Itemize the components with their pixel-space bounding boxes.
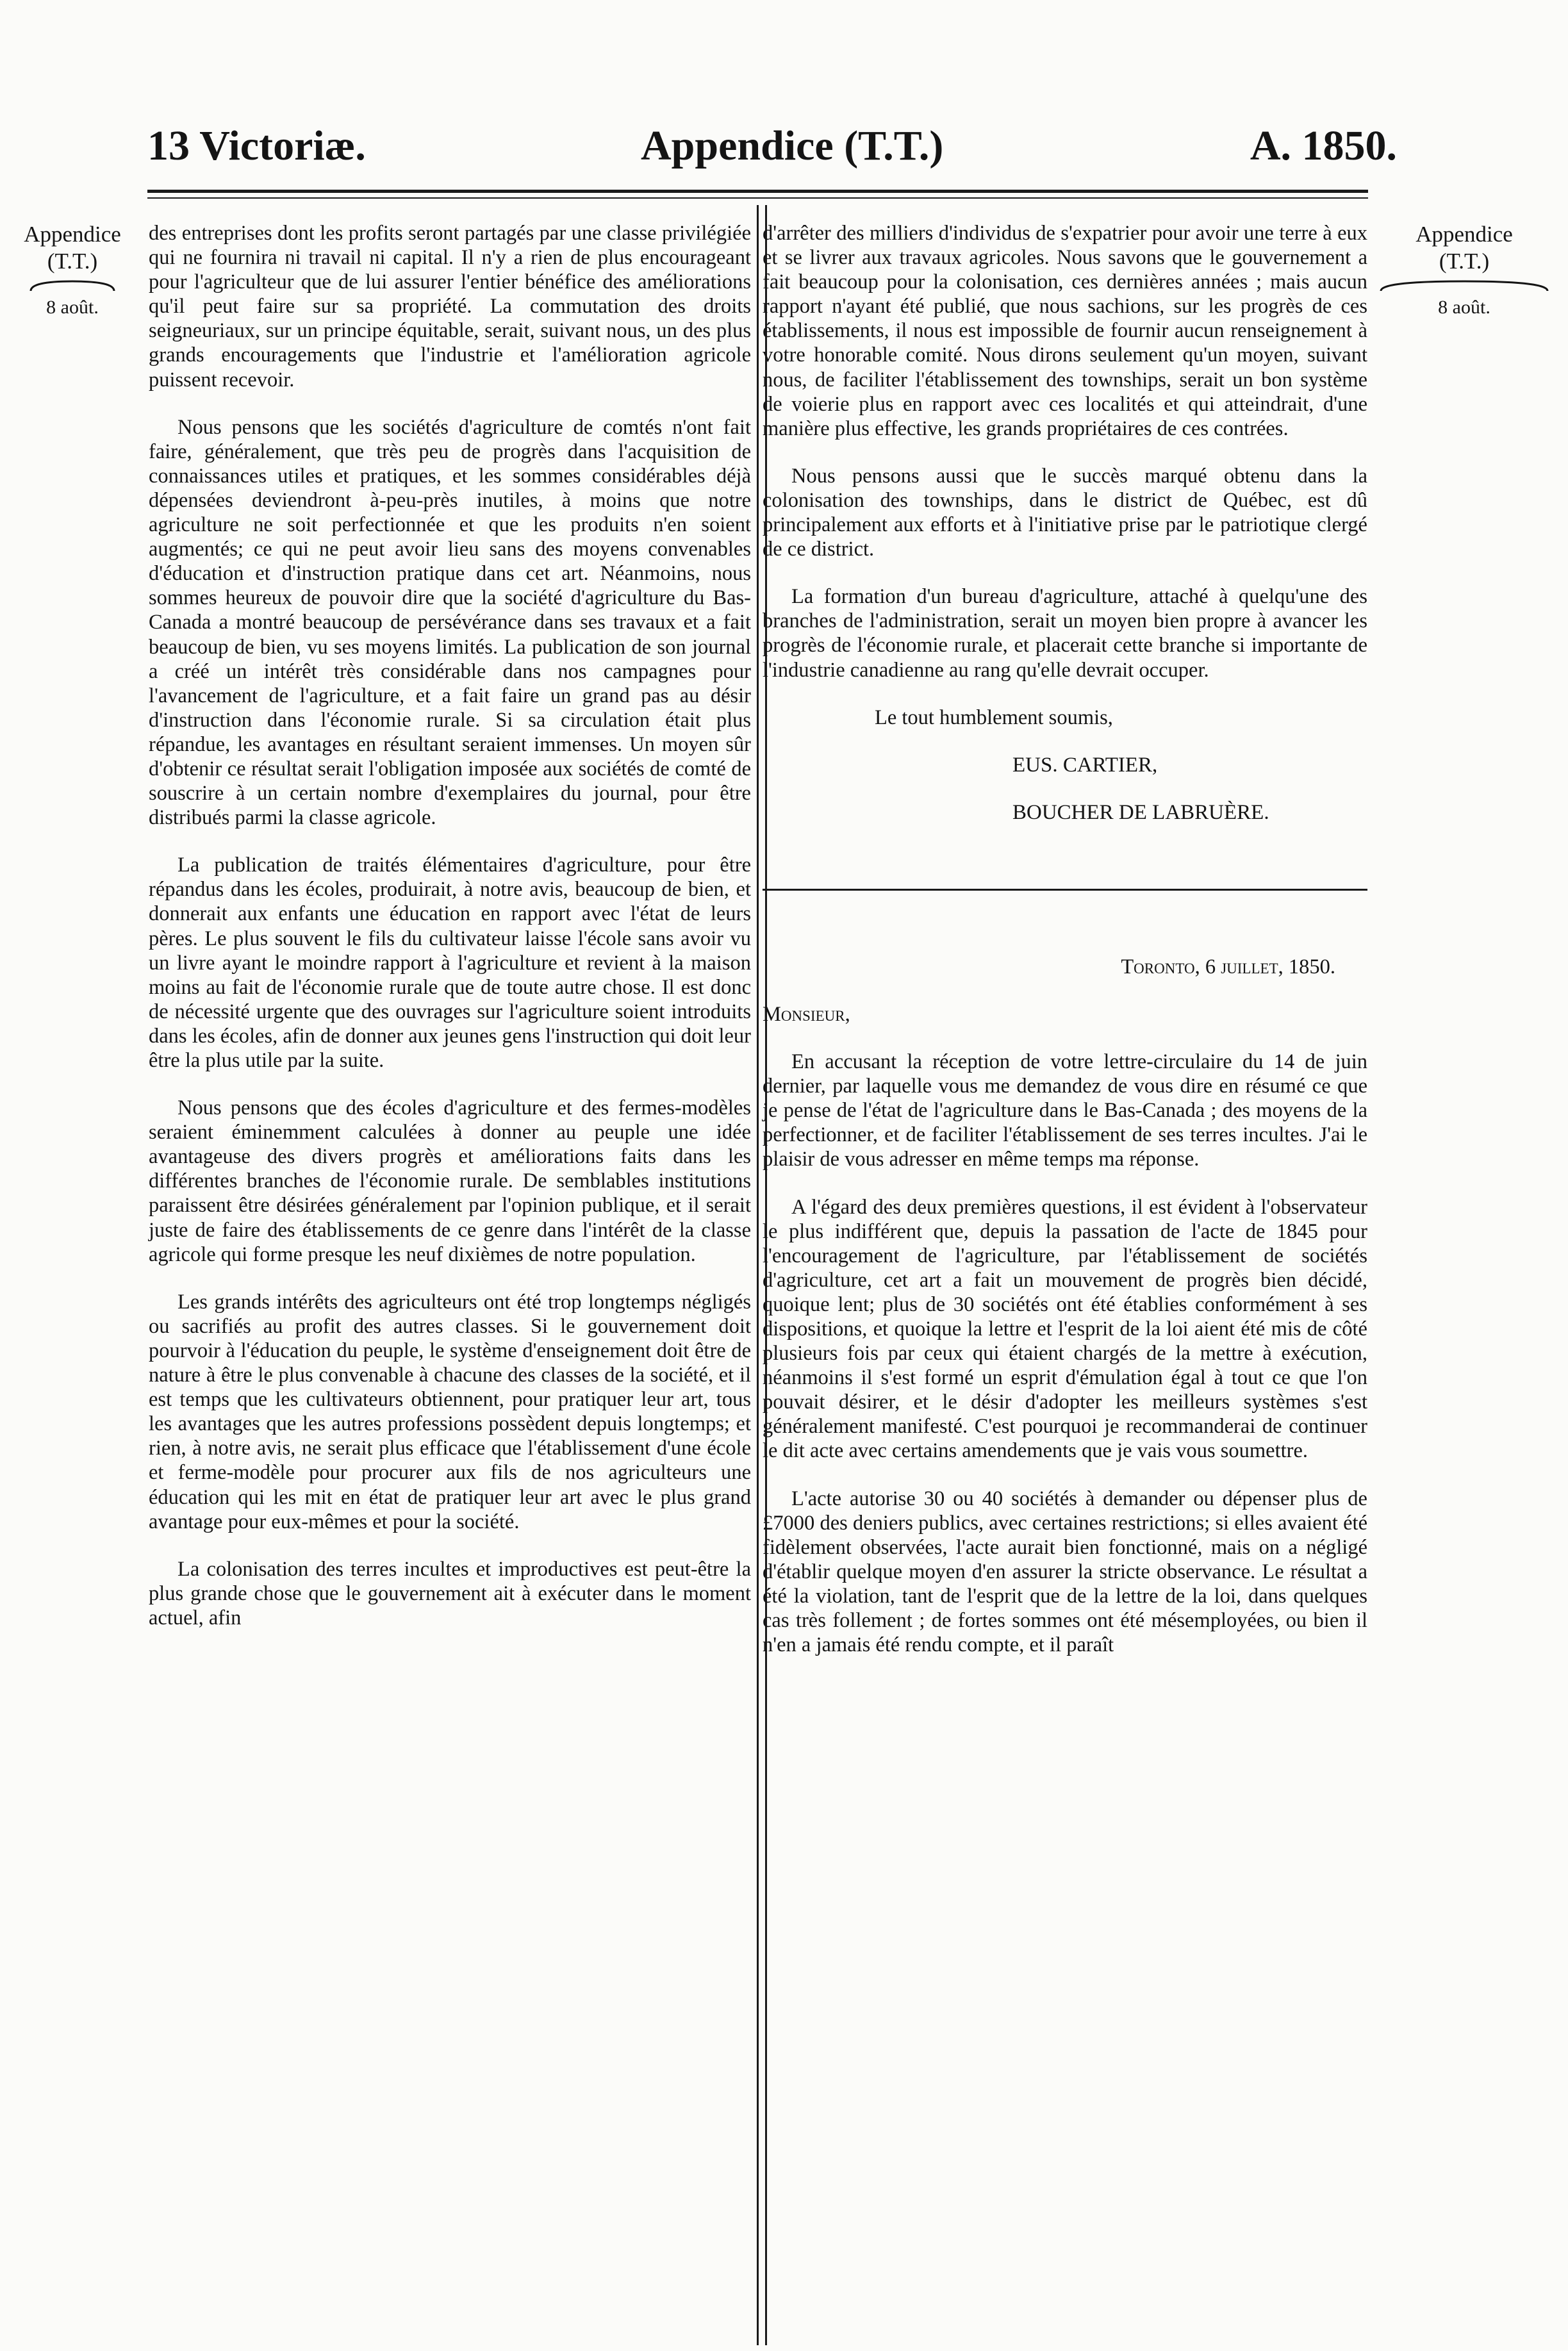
right-paragraph-5: A l'égard des deux premières questions, il est évident à l'observateur le plus indifférent que, depuis la passation de l'acte de 1845 pour l'encouragement de l'agriculture, par l'établissement de sociétés d'agriculture, cet art a fait un mouvement de progrès bien décidé, quoique lent; plus de 30 sociétés ont été établies conformément à ses dispositions, et quoique la lettre et l'esprit de la loi aient été mis de côté plusieurs fois par ceux qui étaient chargés de la mettre à exécution, néanmoins il s'est formé un esprit d'émulation égal à tout ce que l'on pouvait désirer, et le désir d'adopter les meilleurs systèmes s'est généralement manifesté. C'est pourquoi je recommanderai de continuer le dit acte avec certains amendements que je vais vous soumettre. (763, 1195, 1367, 1463)
signature-cartier: EUS. CARTIER, (1012, 753, 1158, 777)
right-paragraph-6: L'acte autorise 30 ou 40 sociétés à demander ou dépenser plus de £7000 des deniers publics, avec certaines restrictions; si elles avaient été fidèlement observées, l'acte aurait bien fonctionné, mais on a négligé d'établir quelque moyen d'en assurer la stricte observance. Le résultat a été la violation, tant de l'esprit que de la lettre de la loi, dans quelques cas très follement ; de fortes sommes ont été mésemployées, ou bien il n'en a jamais été rendu compte, et il paraît (763, 1487, 1367, 1657)
left-brace-icon (5, 275, 140, 294)
letter-salutation: Monsieur, (763, 1002, 850, 1026)
right-margin-sub: (T.T.) (1439, 249, 1490, 274)
header-session: 13 Victoriæ. (147, 122, 366, 169)
right-margin-date: 8 août. (1438, 297, 1490, 318)
letter-dateline: Toronto, 6 juillet, 1850. (1121, 955, 1335, 978)
closing-line: Le tout humblement soumis, (875, 705, 1113, 729)
left-margin-date: 8 août. (46, 297, 99, 318)
left-column (149, 221, 751, 1653)
header-title: Appendice (T.T.) (641, 122, 944, 169)
left-paragraph-6: La colonisation des terres incultes et improductives est peut-être la plus grande chose que le gouvernement ait à exécuter dans le moment actuel, afin (149, 1557, 751, 1629)
left-paragraph-1: des entreprises dont les profits seront partagés par une classe privilégiée qui ne fournira ni travail ni capital. Il n'y a rien de plus encourageant pour l'agriculteur que de lui assurer l'entier bénéfice des améliorations qu'il peut faire sur sa propriété. La commutation des droits seigneuriaux, sur un principe équitable, serait, suivant nous, un des plus grands encouragements que l'industrie et l'amélioration agricole puissent recevoir. (149, 222, 751, 392)
left-paragraph-5: Les grands intérêts des agriculteurs ont été trop longtemps négligés ou sacrifiés au profit des autres classes. Si le gouvernement doit pourvoir à l'éducation du peuple, le système d'enseignement doit être de nature à être le plus convenable à chacune des classes de la société, et il est temps que les cultivateurs obtiennent, pour pratiquer leur art, tous les avantages que les autres professions possèdent depuis longtemps; et rien, à notre avis, ne serait plus efficace que l'établissement d'une école et ferme-modèle pour procurer aux fils de nos agriculteurs une éducation qui les mit en état de pratiquer leur art avec le plus grand avantage pour eux-mêmes et pour la société. (149, 1290, 751, 1533)
right-paragraph-3: La formation d'un bureau d'agriculture, attaché à quelqu'une des branches de l'administration, serait un moyen bien propre à avancer les progrès de l'économie rurale, et placerait cette branche si importante de l'industrie canadienne au rang qu'elle devrait occuper. (763, 585, 1367, 682)
right-margin-label: Appendice (1415, 222, 1513, 247)
left-paragraph-3: La publication de traités élémentaires d'agriculture, pour être répandus dans les écoles, produirait, à notre avis, beaucoup de bien, et donnerait aux enfants une éducation en rapport avec l'état de leurs pères. Le plus souvent le fils du cultivateur laisse l'école sans avoir vu un livre ayant le moindre rapport à l'agriculture et revient à la maison moins au fait de l'économie rurale que de toute autre chose. Il est donc de nécessité urgente que des ouvrages sur l'agriculture soient introduits dans les écoles, afin de donner aux jeunes gens l'instruction qui doit leur être la plus utile par la suite. (149, 854, 751, 1072)
left-paragraph-4: Nous pensons que des écoles d'agriculture et des fermes-modèles seraient éminemment calculées à donner au peuple une idée avantageuse des divers progrès et améliorations faits dans les différentes branches de l'économie rurale. De semblables institutions paraissent être désirées généralement par l'opinion publique, et il serait juste de faire des établissements de ce genre dans l'intérêt de la classe agricole qui forme presque les neuf dixièmes de notre population. (149, 1096, 751, 1266)
right-margin-note (1368, 221, 1560, 321)
page-header (147, 122, 1397, 179)
right-column (763, 221, 1367, 1680)
left-margin-note (5, 221, 140, 321)
header-year: A. 1850. (1250, 122, 1397, 169)
signature-labruere: BOUCHER DE LABRUÈRE. (1012, 800, 1269, 824)
left-paragraph-2: Nous pensons que les sociétés d'agriculture de comtés n'ont fait faire, généralement, que très peu de progrès dans l'acquisition de connaissances utiles et pratiques, et les sommes considérables déjà dépensées deviendront à-peu-près inutiles, à moins que notre agriculture ne soit perfectionnée et que les produits n'en soient augmentés; ce qui ne peut avoir lieu sans des moyens convenables d'éducation et d'instruction pratique dans cet art. Néanmoins, nous sommes heureux de pouvoir dire que la société d'agriculture du Bas-Canada a montré beaucoup de persévérance dans ses travaux et a fait beaucoup de bien, vu ses moyens limités. La publication de son journal a créé un intérêt très considérable dans nos campagnes pour l'avancement de l'agriculture, et a fait faire un grand pas au désir d'instruction dans l'économie rurale. Si sa circulation était plus répandue, les avantages en résultant seraient immenses. Un moyen sûr d'obtenir ce résultat serait l'obligation imposée aux sociétés de comté de souscrire à un certain nombre d'exemplaires du journal, pour être distribués parmi la classe agricole. (149, 415, 751, 830)
header-rule-thick (147, 190, 1368, 193)
left-margin-label: Appendice (24, 222, 121, 247)
right-paragraph-4: En accusant la réception de votre lettre-circulaire du 14 de juin dernier, par laquelle vous me demandez de vous dire en résumé ce que je pense de l'état de l'agriculture dans le Bas-Canada ; des moyens de la perfectionner, et de faciliter l'établissement de ses terres incultes. J'ai le plaisir de vous adresser en même temps ma réponse. (763, 1050, 1367, 1171)
right-brace-icon (1368, 275, 1560, 294)
right-paragraph-2: Nous pensons aussi que le succès marqué obtenu dans la colonisation des townships, dans le district de Québec, est dû principalement aux efforts et à l'initiative prise par le patriotique clergé de ce district. (763, 464, 1367, 561)
column-rule-left (757, 205, 759, 2345)
letter-separator (763, 889, 1367, 891)
header-rule-thin (147, 197, 1368, 199)
right-paragraph-1: d'arrêter des milliers d'individus de s'expatrier pour avoir une terre à eux et se livrer aux travaux agricoles. Nous savons que le gouvernement a fait beaucoup pour la colonisation, ces dernières années ; mais aucun rapport n'ayant été publié, que nous sachions, sur les progrès de ces établissements, il nous est impossible de fournir aucun renseignement à votre honorable comité. Nous dirons seulement qu'un moyen, suivant nous, de faciliter l'établissement des townships, serait un bon système de voierie plus en rapport avec ces localités et qui atteindrait, d'une manière plus effective, les grands propriétaires de ces contrées. (763, 222, 1367, 440)
left-margin-sub: (T.T.) (47, 249, 98, 274)
